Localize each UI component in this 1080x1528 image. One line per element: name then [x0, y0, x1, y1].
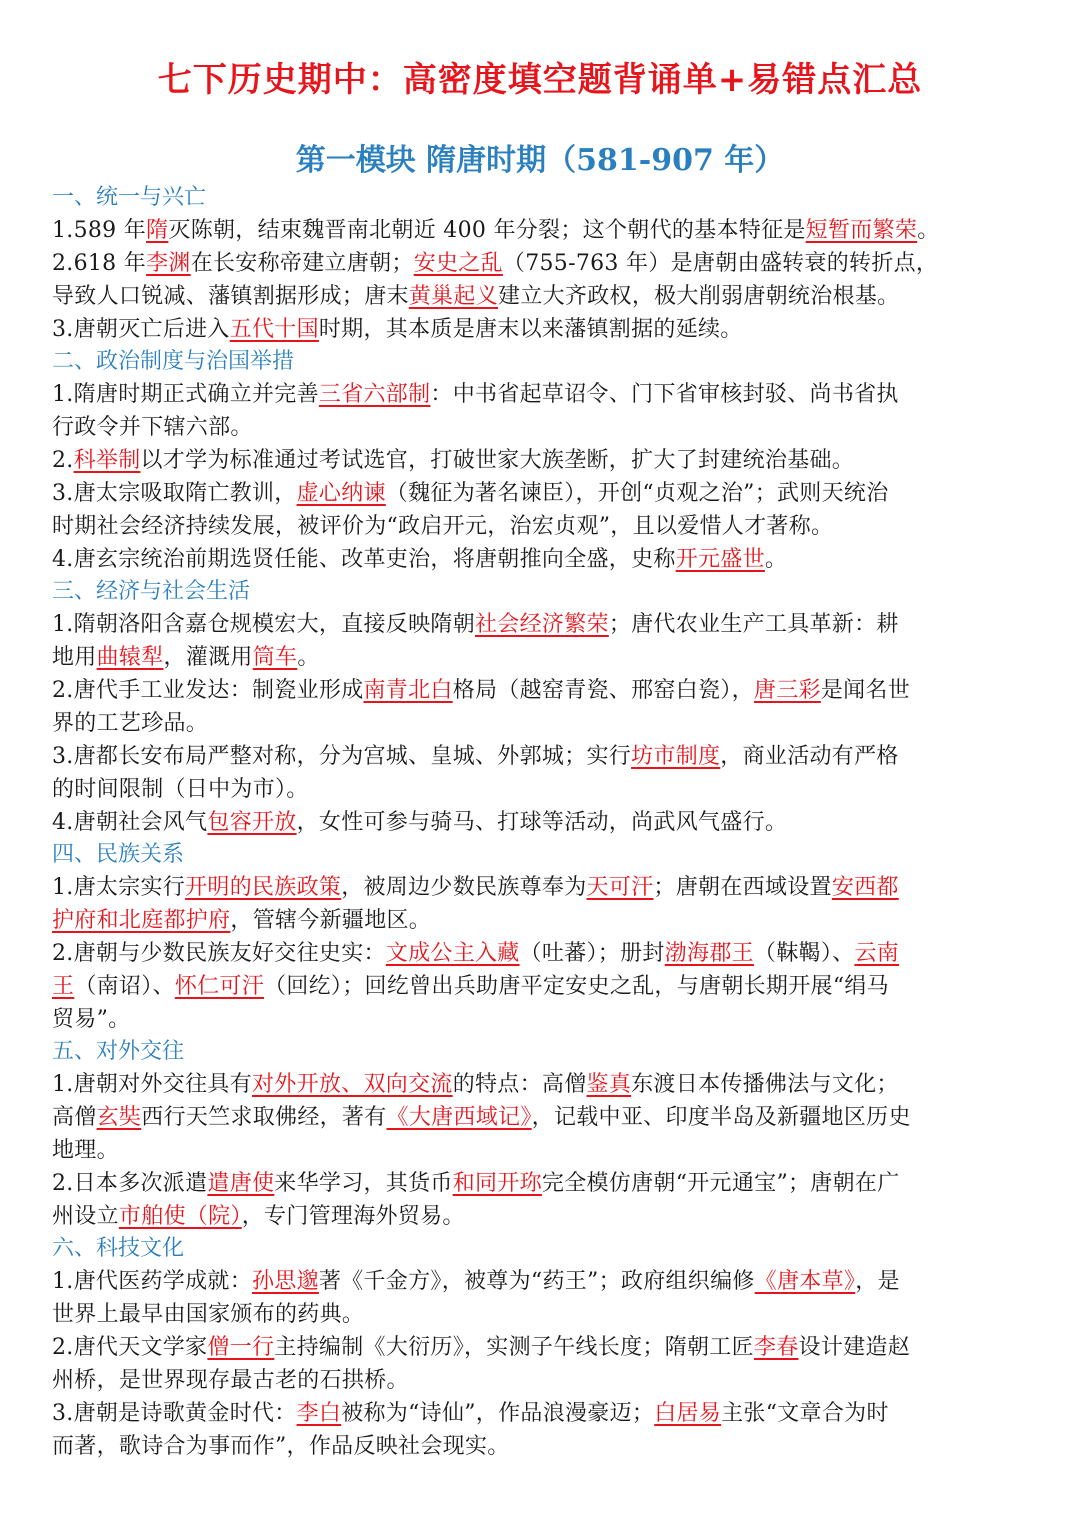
text-line [52, 378, 1028, 411]
answer-blank: 僧一行 [207, 1335, 275, 1360]
text-line [52, 1003, 1028, 1036]
text-line [52, 1134, 1028, 1167]
text-segment: 州设立 [52, 1204, 119, 1229]
answer-blank: 三省六部制 [318, 382, 431, 407]
page-title: 七下历史期中：高密度填空题背诵单+易错点汇总 [157, 60, 923, 100]
text-line [52, 543, 1028, 576]
text-line [52, 740, 1028, 773]
text-segment: 在长安称帝建立唐朝； [190, 251, 414, 276]
section-text [52, 214, 1028, 346]
answer-blank: 虚心纳谏 [296, 481, 386, 506]
text-segment: 行政令并下辖六部。 [52, 415, 253, 440]
text-line [52, 937, 1028, 970]
text-segment: 1.589 年 [52, 218, 147, 243]
text-segment: 3.唐朝灭亡后进入 [52, 317, 230, 342]
text-segment: ，专门管理海外贸易。 [241, 1204, 465, 1229]
text-segment: 格局（越窑青瓷、邢窑白瓷）， [452, 678, 754, 703]
answer-blank: 天可汗 [586, 875, 654, 900]
answer-blank: 李渊 [146, 251, 191, 276]
text-segment: ，记载中亚、印度半岛及新疆地区历史 [531, 1105, 911, 1130]
text-line [52, 1397, 1028, 1430]
text-segment: 1.唐太宗实行 [52, 875, 186, 900]
answer-blank: 和同开珎 [452, 1171, 542, 1196]
answer-blank: 隋 [146, 218, 169, 243]
text-segment: 设计建造赵 [798, 1335, 911, 1360]
section-heading: 三、经济与社会生活 [52, 579, 251, 604]
text-segment: 是闻名世 [820, 678, 911, 703]
text-segment: 2.618 年 [52, 251, 147, 276]
text-line [52, 904, 1028, 937]
text-line [52, 280, 1028, 313]
answer-blank: 安西都 [831, 875, 899, 900]
section-text [52, 871, 1028, 1036]
text-segment: （吐蕃）；册封 [519, 941, 665, 966]
text-line [52, 411, 1028, 444]
text-segment: 时期社会经济持续发展，被评价为“政启开元，治宏贞观”，且以爱惜人才著称。 [52, 514, 834, 539]
answer-blank: 李白 [296, 1401, 342, 1426]
module-title: 第一模块 隋唐时期（581-907 年） [295, 143, 785, 178]
text-line [52, 1364, 1028, 1397]
answer-blank: 曲辕犁 [96, 645, 164, 670]
text-segment: 被称为“诗仙”，作品浪漫豪迈； [341, 1401, 655, 1426]
answer-blank: 开元盛世 [675, 547, 765, 572]
answer-blank: 文成公主入藏 [385, 941, 520, 966]
answer-blank: 安史之乱 [413, 251, 503, 276]
text-segment: 的特点：高僧 [452, 1072, 587, 1097]
text-line [52, 674, 1028, 707]
text-segment: ，灌溉用 [163, 645, 253, 670]
text-line [52, 1265, 1028, 1298]
answer-blank: 白居易 [654, 1401, 722, 1426]
text-line [52, 1167, 1028, 1200]
text-segment: 。 [297, 645, 320, 670]
text-line [52, 1101, 1028, 1134]
text-segment: 1.隋唐时期正式确立并完善 [52, 382, 319, 407]
text-segment: 。 [764, 547, 788, 572]
section-heading: 六、科技文化 [52, 1236, 185, 1261]
text-segment: 2.唐代天文学家 [52, 1335, 208, 1360]
text-segment: （755-763 年）是唐朝由盛转衰的转折点， [502, 251, 939, 276]
answer-blank: 对外开放、双向交流 [252, 1072, 453, 1097]
text-segment: 导致人口锐减、藩镇割据形成；唐末 [52, 284, 409, 309]
text-segment: 1.隋朝洛阳含嘉仓规模宏大，直接反映隋朝 [52, 612, 475, 637]
answer-blank: 筒车 [252, 645, 298, 670]
text-segment: 地理。 [52, 1138, 119, 1163]
text-segment: 来华学习，其货币 [274, 1171, 453, 1196]
answer-blank: 《唐本草》 [754, 1269, 856, 1294]
text-line [52, 970, 1028, 1003]
text-line [52, 214, 1028, 247]
section-text [52, 1068, 1028, 1233]
answer-blank: 王 [52, 974, 75, 999]
text-line [52, 444, 1028, 477]
text-segment: ，是 [855, 1269, 900, 1294]
text-segment: ，女性可参与骑马、打球等活动，尚武风气盛行。 [296, 810, 788, 835]
text-line [52, 510, 1028, 543]
text-line [52, 773, 1028, 806]
answer-blank: 云南 [854, 941, 900, 966]
answer-blank: 《大唐西域记》 [386, 1105, 532, 1130]
text-segment: 东渡日本传播佛法与文化； [631, 1072, 899, 1097]
text-segment: 1.唐朝对外交往具有 [52, 1072, 252, 1097]
text-segment: 2.唐代手工业发达：制瓷业形成 [52, 678, 364, 703]
answer-blank: 鉴真 [586, 1072, 632, 1097]
section-2 [52, 346, 1028, 576]
answer-blank: 护府和北庭都护府 [52, 908, 231, 933]
section-text [52, 378, 1028, 576]
text-segment: ，管辖今新疆地区。 [230, 908, 432, 933]
section-heading: 二、政治制度与治国举措 [52, 349, 295, 374]
text-line [52, 806, 1028, 839]
answer-blank: 科举制 [73, 448, 141, 473]
text-line [52, 608, 1028, 641]
section-heading: 一、统一与兴亡 [52, 185, 207, 210]
text-line [52, 1331, 1028, 1364]
section-4 [52, 839, 1028, 1036]
answer-blank: 包容开放 [207, 810, 297, 835]
text-segment: （南诏）、 [74, 974, 175, 999]
text-line [52, 641, 1028, 674]
text-segment: 主张“文章合为时 [721, 1401, 889, 1426]
text-segment: 主持编制《大衍历》，实测子午线长度；隋朝工匠 [274, 1335, 754, 1360]
text-segment: ：中书省起草诏令、门下省审核封驳、尚书省执 [430, 382, 899, 407]
answer-blank: 唐三彩 [753, 678, 821, 703]
answer-blank: 渤海郡王 [664, 941, 754, 966]
section-6 [52, 1233, 1028, 1463]
text-segment: 的时间限制（日中为市）。 [52, 777, 309, 802]
text-segment: 2.唐朝与少数民族友好交往史实： [52, 941, 386, 966]
text-line [52, 247, 1028, 280]
answer-blank: 坊市制度 [631, 744, 721, 769]
answer-blank: 玄奘 [96, 1105, 142, 1130]
text-segment: 1.唐代医药学成就： [52, 1269, 252, 1294]
text-line [52, 1068, 1028, 1101]
text-segment: 西行天竺求取佛经，著有 [141, 1105, 387, 1130]
text-line [52, 1298, 1028, 1331]
text-segment: 灭陈朝，结束魏晋南北朝近 400 年分裂；这个朝代的基本特征是 [168, 218, 806, 243]
text-line [52, 707, 1028, 740]
text-segment: 贸易”。 [52, 1007, 131, 1032]
text-segment: 而著，歌诗合为事而作”，作品反映社会现实。 [52, 1434, 510, 1459]
text-segment: 建立大齐政权，极大削弱唐朝统治根基。 [498, 284, 900, 309]
text-segment: 2.日本多次派遣 [52, 1171, 208, 1196]
text-segment: 3.唐都长安布局严整对称，分为宫城、皇城、外郭城；实行 [52, 744, 632, 769]
text-segment: 。 [917, 218, 940, 243]
text-segment: 完全模仿唐朝“开元通宝”；唐朝在广 [541, 1171, 900, 1196]
text-segment: （靺鞨）、 [753, 941, 855, 966]
text-segment: 4.唐朝社会风气 [52, 810, 208, 835]
section-text [52, 1265, 1028, 1463]
text-segment: 时期，其本质是唐末以来藩镇割据的延续。 [318, 317, 743, 342]
text-line [52, 1430, 1028, 1463]
text-segment: 州桥，是世界现存最古老的石拱桥。 [52, 1368, 409, 1393]
text-line [52, 871, 1028, 904]
text-line [52, 477, 1028, 510]
section-3 [52, 576, 1028, 839]
section-text [52, 608, 1028, 839]
text-segment: ；唐朝在西域设置 [653, 875, 832, 900]
text-segment: 界的工艺珍品。 [52, 711, 209, 736]
answer-blank: 市舶使（院） [118, 1204, 242, 1229]
answer-blank: 黄巢起义 [408, 284, 499, 309]
answer-blank: 社会经济繁荣 [475, 612, 609, 637]
text-segment: （魏征为著名谏臣），开创“贞观之治”；武则天统治 [385, 481, 889, 506]
text-segment: ，被周边少数民族尊奉为 [341, 875, 587, 900]
section-1 [52, 182, 1028, 346]
answer-blank: 开明的民族政策 [185, 875, 342, 900]
text-segment: 2. [52, 448, 74, 473]
answer-blank: 遣唐使 [207, 1171, 275, 1196]
text-segment: 3.唐朝是诗歌黄金时代： [52, 1401, 297, 1426]
text-segment: 地用 [52, 645, 97, 670]
answer-blank: 李春 [753, 1335, 799, 1360]
text-line [52, 1200, 1028, 1233]
text-segment: 著《千金方》，被尊为“药王”；政府组织编修 [318, 1269, 755, 1294]
answer-blank: 短暂而繁荣 [805, 218, 918, 243]
text-segment: 高僧 [52, 1105, 97, 1130]
text-segment: 4.唐玄宗统治前期选贤任能、改革吏治，将唐朝推向全盛，史称 [52, 547, 676, 572]
text-segment: ，商业活动有严格 [720, 744, 899, 769]
content-body [52, 182, 1028, 1463]
text-segment: 3.唐太宗吸取隋亡教训， [52, 481, 297, 506]
answer-blank: 孙思邈 [252, 1269, 319, 1294]
text-segment: ；唐代农业生产工具革新：耕 [608, 612, 899, 637]
answer-blank: 南青北白 [363, 678, 453, 703]
text-line [52, 313, 1028, 346]
answer-blank: 五代十国 [229, 317, 319, 342]
text-segment: 以才学为标准通过考试选官，打破世家大族垄断，扩大了封建统治基础。 [140, 448, 855, 473]
section-5 [52, 1036, 1028, 1233]
text-segment: （回纥）；回纥曾出兵助唐平定安史之乱，与唐朝长期开展“绢马 [264, 974, 889, 999]
answer-blank: 怀仁可汗 [174, 974, 265, 999]
section-heading: 四、民族关系 [52, 842, 185, 867]
text-segment: 世界上最早由国家颁布的药典。 [52, 1302, 365, 1327]
section-heading: 五、对外交往 [52, 1039, 185, 1064]
